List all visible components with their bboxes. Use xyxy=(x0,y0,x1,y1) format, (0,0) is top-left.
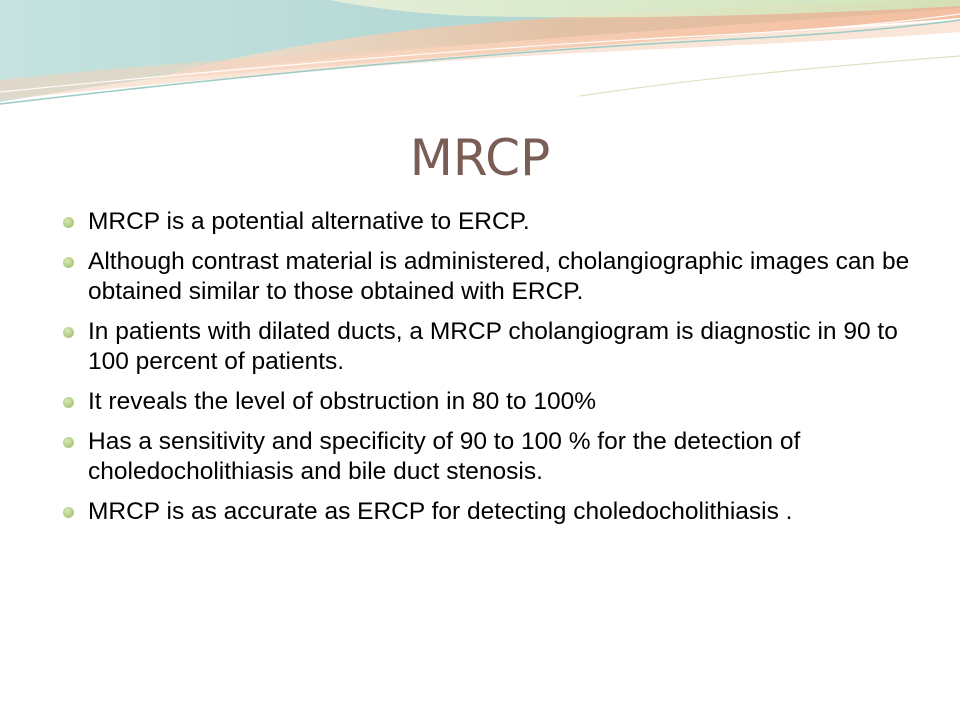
bullet-list xyxy=(62,207,922,537)
bullet-item xyxy=(62,247,922,307)
bullet-text: In patients with dilated ducts, a MRCP cholangiogram is diagnostic in 90 to 100 percent of patients. xyxy=(88,318,898,375)
bullet-text: Has a sensitivity and specificity of 90 to 100 % for the detection of choledocholithiasis and bile duct stenosis. xyxy=(88,428,801,485)
bullet-dot-icon xyxy=(63,217,74,228)
header-wave-decoration xyxy=(0,0,960,130)
bullet-text: MRCP is a potential alternative to ERCP. xyxy=(88,208,530,235)
bullet-text: It reveals the level of obstruction in 80 to 100% xyxy=(88,388,596,415)
slide-title: MRCP xyxy=(409,129,551,187)
bullet-text: MRCP is as accurate as ERCP for detecting choledocholithiasis . xyxy=(88,498,793,525)
bullet-dot-icon xyxy=(63,397,74,408)
bullet-dot-icon xyxy=(63,327,74,338)
bullet-item xyxy=(62,207,922,237)
bullet-dot-icon xyxy=(63,257,74,268)
bullet-item xyxy=(62,427,922,487)
bullet-item xyxy=(62,317,922,377)
bullet-dot-icon xyxy=(63,437,74,448)
bullet-dot-icon xyxy=(63,507,74,518)
bullet-text: Although contrast material is administered, cholangiographic images can be obtained similar to those obtained with ERCP. xyxy=(88,248,910,305)
bullet-item xyxy=(62,497,922,527)
bullet-item xyxy=(62,387,922,417)
